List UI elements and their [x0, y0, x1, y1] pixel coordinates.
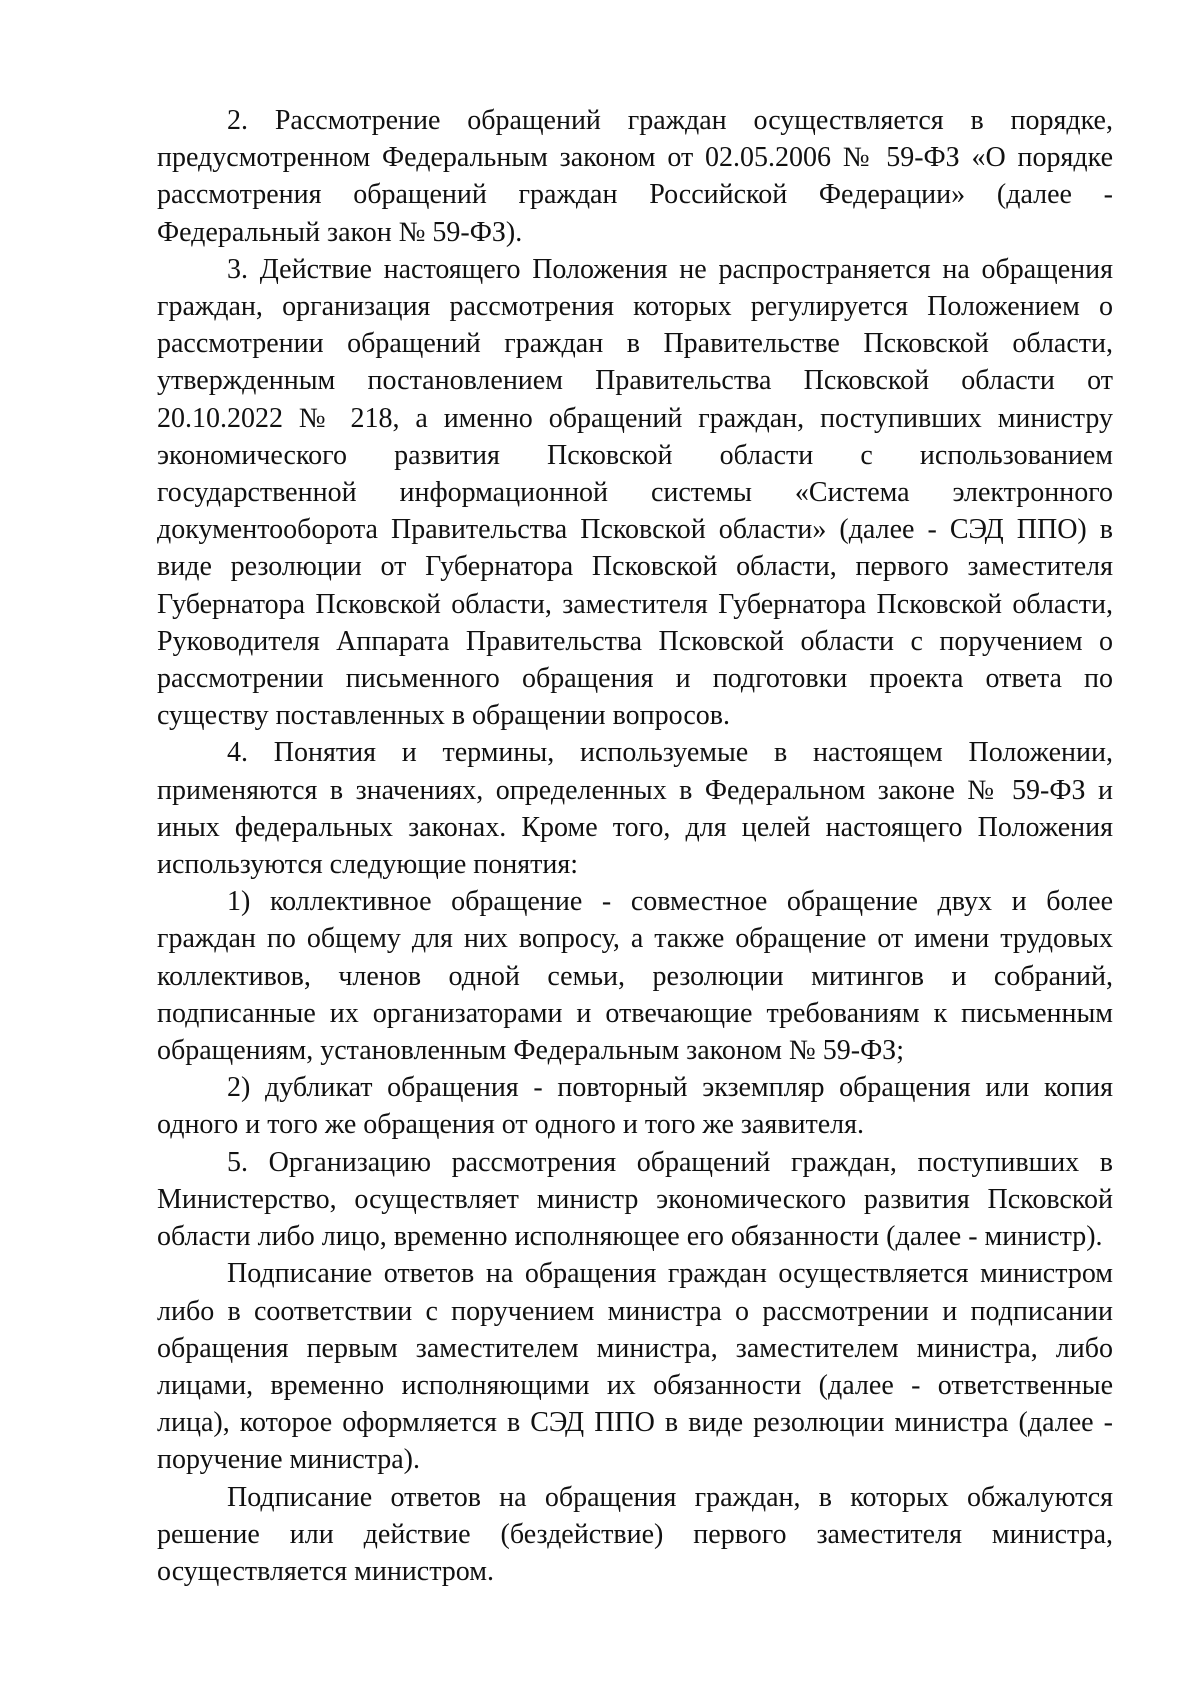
paragraph-4-item-2-duplicate-appeal: 2) дубликат обращения - повторный экземпляр обращения или копия одного и того же обращения от одного и того же заявителя.: [157, 1072, 1113, 1141]
paragraph-4-terms: 4. Понятия и термины, используемые в настоящем Положении, применяются в значениях, определенных в Федеральном законе № 59-ФЗ и иных федеральных законах. Кроме того, для целей настоящего Положения используются следующие понятия:: [157, 737, 1113, 881]
paragraph-3-scope-exclusion: 3. Действие настоящего Положения не распространяется на обращения граждан, организация рассмотрения которых регулируется Положением о рассмотрении обращений граждан в Правительстве Псковской области, утвержденным постановлением Правительства Псковской области от 20.10.2022 № 218, а именно обращений граждан, поступивших министру экономического развития Псковской области с использованием государственной информационной системы «Система электронного документооборота Правительства Псковской области» (далее - СЭД ППО) в виде резолюции от Губернатора Псковской области, первого заместителя Губернатора Псковской области, заместителя Губернатора Псковской области, Руководителя Аппарата Правительства Псковской области с поручением о рассмотрении письменного обращения и подготовки проекта ответа по существу поставленных в обращении вопросов.: [157, 253, 1113, 732]
paragraph-signing-complaints: Подписание ответов на обращения граждан, в которых обжалуются решение или действие (бездействие) первого заместителя министра, осуществляется министром.: [157, 1481, 1113, 1587]
paragraph-5-organization: 5. Организацию рассмотрения обращений граждан, поступивших в Министерство, осуществляет министр экономического развития Псковской области либо лицо, временно исполняющее его обязанности (далее - министр).: [157, 1146, 1113, 1253]
paragraph-4-item-1-collective-appeal: 1) коллективное обращение - совместное обращение двух и более граждан по общему для них вопросу, а также обращение от имени трудовых коллективов, членов одной семьи, резолюции митингов и собраний, подписанные их организаторами и отвечающие требованиям к письменным обращениям, установленным Федеральным законом № 59-ФЗ;: [157, 886, 1113, 1067]
document-body: [157, 102, 1113, 1590]
paragraph-signing-answers: Подписание ответов на обращения граждан осуществляется министром либо в соответствии с поручением министра о рассмотрении и подписании обращения первым заместителем министра, заместителем министра, либо лицами, временно исполняющими их обязанности (далее - ответственные лица), которое оформляется в СЭД ППО в виде резолюции министра (далее - поручение министра).: [157, 1258, 1113, 1476]
paragraph-2-review-procedure: 2. Рассмотрение обращений граждан осуществляется в порядке, предусмотренном Федеральным законом от 02.05.2006 № 59-ФЗ «О порядке рассмотрения обращений граждан Российской Федерации» (далее - Федеральный закон № 59-ФЗ).: [157, 105, 1113, 248]
